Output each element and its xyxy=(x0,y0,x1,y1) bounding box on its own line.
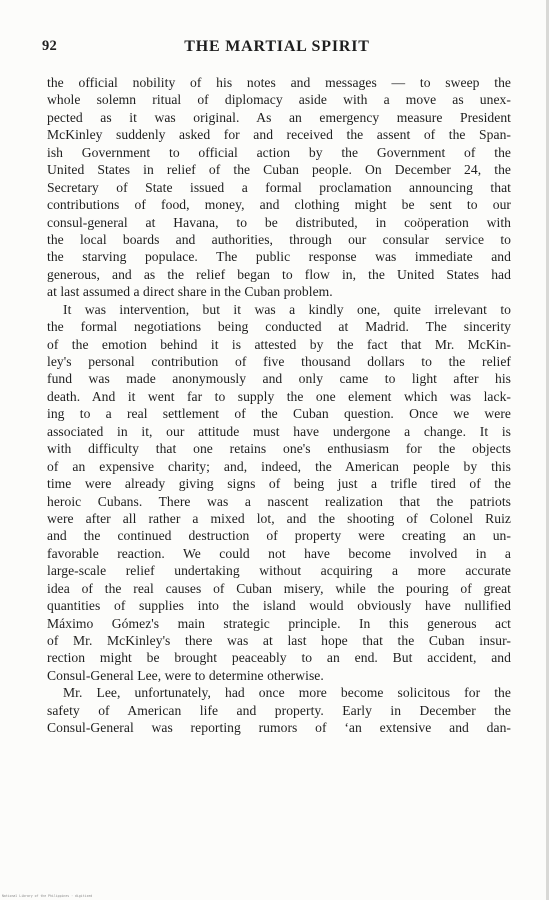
text-line: fund was made anonymously and only came to light after his xyxy=(47,371,511,387)
text-line: the official nobility of his notes and messages — to sweep the xyxy=(47,75,511,90)
paragraph-last-line: at last assumed a direct share in the Cuban problem. xyxy=(47,284,333,300)
paragraph-first-line: It was intervention, but it was a kindly one, quite irrelevant to xyxy=(63,301,511,317)
text-line: Secretary of State issued a formal proclamation announcing that xyxy=(47,179,511,195)
text-line: of the emotion behind it is attested by the fact that Mr. McKin- xyxy=(47,336,511,352)
text-line: favorable reaction. We could not have become involved in a xyxy=(47,545,511,561)
text-line: large-scale relief undertaking without acquiring a more accurate xyxy=(47,563,511,579)
text-line: safety of American life and property. Early in December the xyxy=(47,702,511,718)
text-line: ing to a real settlement of the Cuban question. Once we were xyxy=(47,406,511,422)
text-line: of an expensive charity; and, indeed, the American people by this xyxy=(47,458,511,474)
text-line: Máximo Gómez's main strategic principle. In this generous act xyxy=(47,615,511,631)
text-line: consul-general at Havana, to be distributed, in coöperation with xyxy=(47,214,511,230)
text-line: the local boards and authorities, through our consular service to xyxy=(47,231,511,247)
text-line: generous, and as the relief began to flow in, the United States had xyxy=(47,266,511,282)
text-line: time were already giving signs of being just a trifle tired of the xyxy=(47,476,511,492)
paragraph-last-line: Consul-General Lee, were to determine otherwise. xyxy=(47,667,324,683)
digitization-watermark: National Library of the Philippines · digitized xyxy=(2,894,93,898)
text-line: with difficulty that one retains one's enthusiasm for the objects xyxy=(47,441,511,457)
text-line: idea of the real causes of Cuban misery, while the pouring of great xyxy=(47,580,511,596)
body-text xyxy=(47,74,511,737)
text-line: pected as it was original. As an emergency measure President xyxy=(47,109,511,125)
page-header xyxy=(42,38,512,60)
text-line: were after all rather a mixed lot, and the shooting of Colonel Ruiz xyxy=(47,510,511,526)
text-line: quantities of supplies into the island would obviously have nullified xyxy=(47,598,511,614)
text-line: contributions of food, money, and clothing might be sent to our xyxy=(47,197,511,213)
text-line: death. And it went far to supply the one element which was lack- xyxy=(47,388,511,404)
running-title: THE MARTIAL SPIRIT xyxy=(184,38,370,55)
text-line: United States in relief of the Cuban people. On December 24, the xyxy=(47,162,511,178)
text-line: the starving populace. The public response was immediate and xyxy=(47,249,511,265)
paragraph-first-line: Mr. Lee, unfortunately, had once more become solicitous for the xyxy=(63,685,511,701)
text-line: associated in it, our attitude must have undergone a change. It is xyxy=(47,423,511,439)
text-line: Consul-General was reporting rumors of ‘an extensive and dan- xyxy=(47,720,511,736)
text-line: heroic Cubans. There was a nascent realization that the patriots xyxy=(47,493,511,509)
text-line: whole solemn ritual of diplomacy aside with a move as unex- xyxy=(47,92,511,108)
text-line: ish Government to official action by the Government of the xyxy=(47,144,511,160)
text-line: of Mr. McKinley's there was at last hope that the Cuban insur- xyxy=(47,633,511,648)
text-line: and the continued destruction of property were creating an un- xyxy=(47,528,511,544)
text-line: the formal negotiations being conducted at Madrid. The sincerity xyxy=(47,319,511,335)
text-line: rection might be brought peaceably to an end. But accident, and xyxy=(47,650,511,666)
page-number: 92 xyxy=(42,38,58,54)
text-line: McKinley suddenly asked for and received the assent of the Span- xyxy=(47,127,511,143)
text-line: ley's personal contribution of five thousand dollars to the relief xyxy=(47,354,511,369)
